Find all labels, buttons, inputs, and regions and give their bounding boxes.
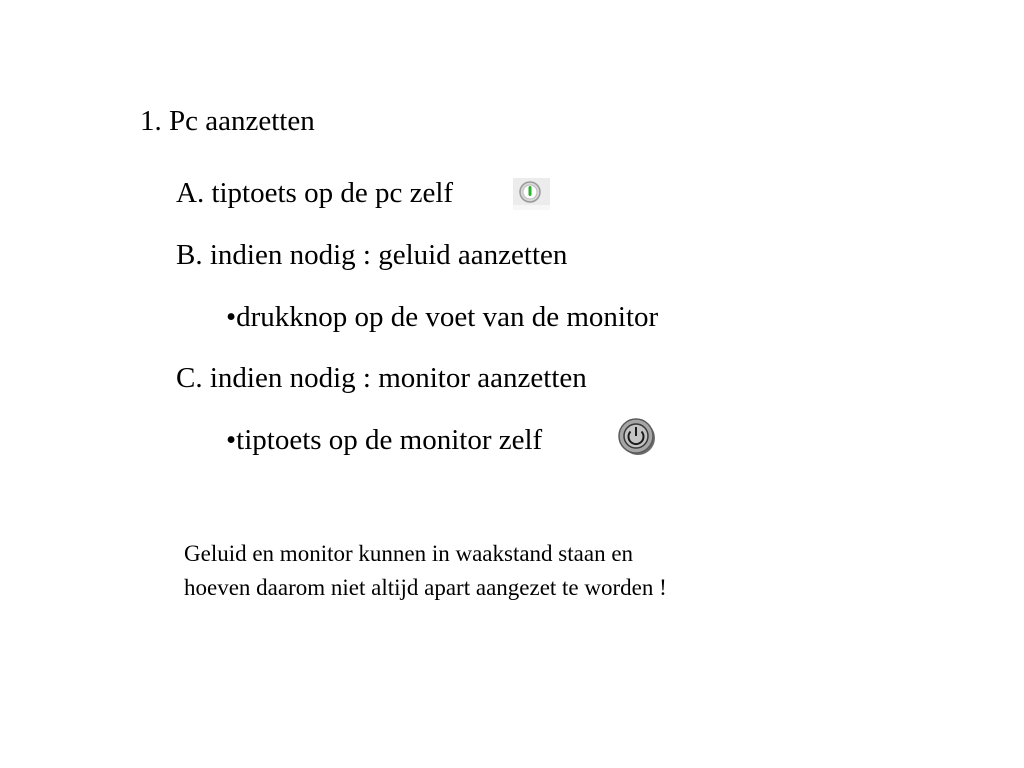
- step-b-text: B. indien nodig : geluid aanzetten: [176, 239, 568, 271]
- monitor-power-button-icon: [617, 417, 657, 457]
- step-a-text: A. tiptoets op de pc zelf: [176, 177, 454, 209]
- page-title: 1. Pc aanzetten: [140, 105, 315, 137]
- note-line-1: Geluid en monitor kunnen in waakstand staan en: [184, 541, 634, 566]
- step-c-bullet: •tiptoets op de monitor zelf: [226, 424, 543, 456]
- step-b-bullet: •drukknop op de voet van de monitor: [226, 301, 659, 333]
- pc-power-button-icon: [513, 178, 550, 210]
- standby-note: [184, 537, 824, 605]
- note-line-2: hoeven daarom niet altijd apart aangezet te worden !: [184, 575, 667, 600]
- step-c-text: C. indien nodig : monitor aanzetten: [176, 362, 587, 394]
